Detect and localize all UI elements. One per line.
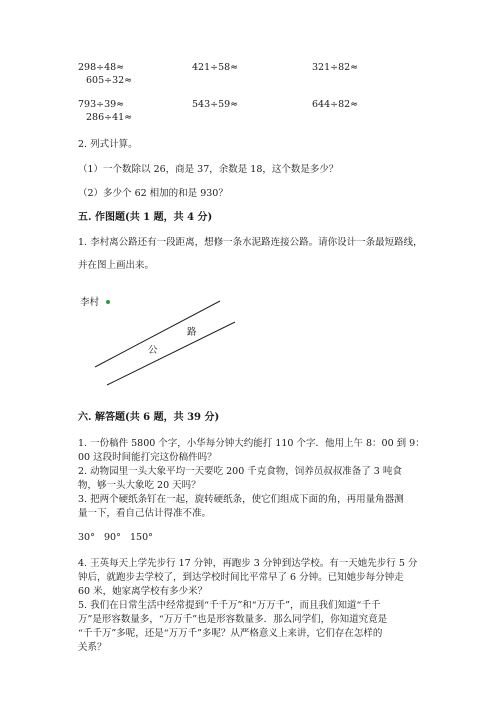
section-5-q1-line1: 1. 李村离公路还有一段距离，想修一条水泥路连接公路。请你设计一条最短路线， bbox=[78, 237, 423, 248]
road-diagram bbox=[80, 285, 260, 395]
section-5-q1-line2: 并在图上画出来。 bbox=[78, 260, 155, 271]
estimate-8: 286÷41≈ bbox=[86, 112, 133, 123]
section-6-q4-line2: 钟后，就跑步去学校了，到达学校时间比平常早了 6 分钟。已知她步每分钟走 bbox=[78, 572, 404, 583]
estimate-3: 321÷82≈ bbox=[312, 62, 359, 73]
estimate-2: 421÷58≈ bbox=[192, 62, 239, 73]
section-6-q5-line3: “千千万”多呢，还是“万万千”多呢？从严格意义上来讲，它们存在怎样的 bbox=[78, 628, 383, 639]
section-6-q5-line4: 关系？ bbox=[78, 642, 107, 653]
angle-90: 90° bbox=[104, 532, 121, 543]
section-6-q4-line1: 4. 王英每天上学先步行 17 分钟，再跑步 3 分钟到达学校。有一天她先步行 5 分 bbox=[78, 558, 418, 569]
section-6-q1-line1: 1. 一份稿件 5800 个字，小华每分钟大约能打 110 个字．他用上午 8：00 到 9： bbox=[78, 438, 425, 449]
road-edge-upper bbox=[95, 301, 220, 367]
question-2-item-2: （2）多少个 62 相加的和是 930？ bbox=[78, 188, 228, 199]
section-6-q2-line1: 2. 动物园里一头大象平均一天要吃 200 千克食物，饲养员叔叔准备了 3 吨食 bbox=[78, 466, 402, 477]
village-dot bbox=[106, 300, 110, 304]
angle-150: 150° bbox=[130, 532, 153, 543]
question-2-item-1: （1）一个数除以 26，商是 37，余数是 18，这个数是多少？ bbox=[78, 164, 339, 175]
section-6-q3-line1: 3. 把两个硬纸条钉在一起，旋转硬纸条，使它们组成下面的角，再用量角器测 bbox=[78, 494, 404, 505]
road-label-gong: 公 bbox=[148, 345, 158, 356]
section-6-q3-line2: 量一下，看自己估计得准不准。 bbox=[78, 508, 212, 519]
road-edge-lower bbox=[107, 322, 235, 385]
estimate-7: 644÷82≈ bbox=[312, 99, 359, 110]
section-6-q4-line3: 60 米，她家离学校有多少米？ bbox=[78, 586, 208, 597]
estimate-5: 793÷39≈ bbox=[78, 99, 125, 110]
section-6-heading: 六. 解答题(共 6 题，共 39 分) bbox=[78, 412, 220, 423]
section-6-q1-line2: 00 这段时间能打完这份稿件吗？ bbox=[78, 452, 217, 463]
road-label-lu: 路 bbox=[187, 327, 197, 338]
estimate-4: 605÷32≈ bbox=[86, 75, 133, 86]
question-2-title: 2. 列式计算。 bbox=[78, 139, 138, 150]
village-label: 李村 bbox=[80, 297, 100, 308]
estimate-6: 543÷59≈ bbox=[192, 99, 239, 110]
section-6-q2-line2: 物，够一头大象吃 20 天吗？ bbox=[78, 480, 201, 491]
estimate-1: 298÷48≈ bbox=[78, 62, 125, 73]
angle-30: 30° bbox=[78, 532, 95, 543]
section-6-q5-line1: 5. 我们在日常生活中经常提到“千千万”和“万万千”，而且我们知道“千千 bbox=[78, 600, 381, 611]
section-6-q5-line2: 万”是形容数量多，“万万千”也是形容数量多．那么同学们，你知道究竟是 bbox=[78, 614, 388, 625]
section-5-heading: 五. 作图题(共 1 题，共 4 分) bbox=[78, 212, 213, 223]
